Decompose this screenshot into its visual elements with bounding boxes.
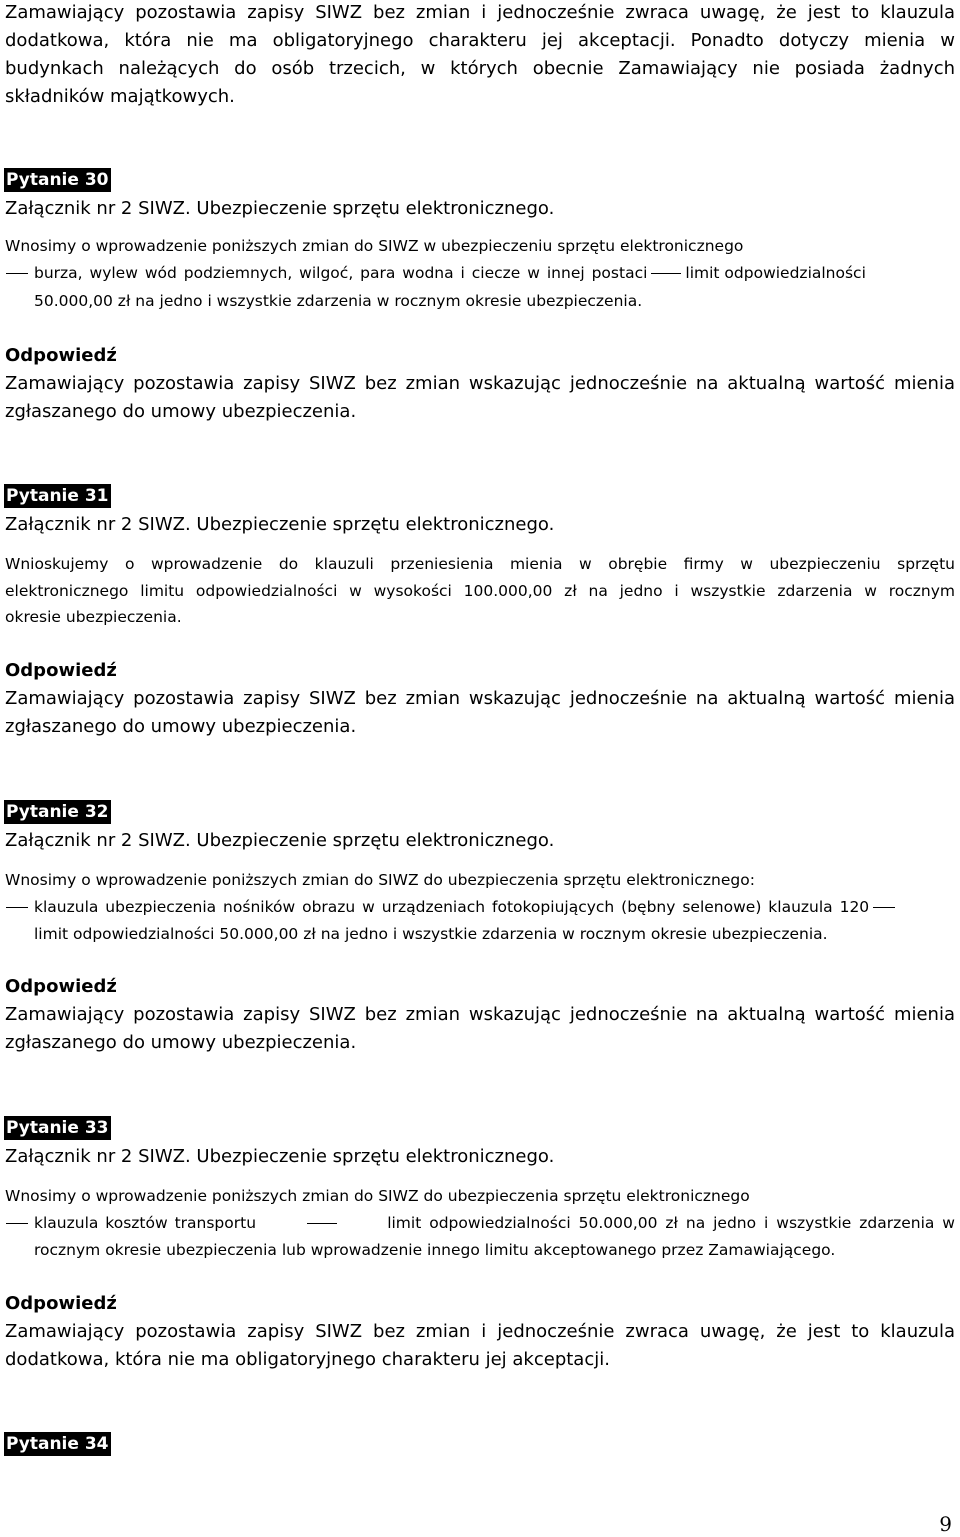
question-33-bullet: [34, 1210, 955, 1236]
question-32-answer-line-1: Zamawiający pozostawia zapisy SIWZ bez zmian wskazując jednocześnie na aktualną wartość mienia: [5, 1004, 955, 1025]
question-31-answer-line-1: Zamawiający pozostawia zapisy SIWZ bez zmian wskazując jednocześnie na aktualną wartość mienia: [5, 688, 955, 709]
question-30-heading: Pytanie 30: [6, 170, 109, 190]
question-30-bullet: [34, 260, 955, 286]
inline-dash-icon: [307, 1223, 337, 1224]
question-32-bullet-text: klauzula ubezpieczenia nośników obrazu w urządzeniach fotokopiujących (bębny selenowe) klauzula 120: [34, 898, 870, 916]
bullet-dash-icon: [6, 1223, 28, 1224]
question-32-answer-line-2: zgłaszanego do umowy ubezpieczenia.: [5, 1032, 357, 1053]
question-32-request: Wnosimy o wprowadzenie poniższych zmian do SIWZ do ubezpieczenia sprzętu elektronicznego:: [5, 871, 755, 889]
question-30-attachment: Załącznik nr 2 SIWZ. Ubezpieczenie sprzętu elektronicznego.: [5, 198, 555, 219]
question-33-bullet-start: klauzula kosztów transportu: [34, 1214, 257, 1232]
intro-line-3: budynkach należących do osób trzecich, w których obecnie Zamawiający nie posiada żadnych: [5, 58, 955, 79]
question-32-bullet: [34, 894, 955, 920]
question-32-heading: Pytanie 32: [6, 802, 109, 822]
question-31-heading: Pytanie 31: [6, 486, 109, 506]
bullet-dash-icon: [6, 273, 28, 274]
intro-line-4: składników majątkowych.: [5, 86, 235, 107]
bullet-dash-icon: [6, 907, 28, 908]
question-33-request: Wnosimy o wprowadzenie poniższych zmian do SIWZ do ubezpieczenia sprzętu elektronicznego: [5, 1187, 750, 1205]
inline-dash-icon: [651, 273, 681, 274]
question-30-answer-line-1: Zamawiający pozostawia zapisy SIWZ bez zmian wskazując jednocześnie na aktualną wartość mienia: [5, 373, 955, 394]
intro-line-2: dodatkowa, która nie ma obligatoryjnego charakteru jej akceptacji. Ponadto dotyczy mienia w: [5, 30, 955, 51]
question-31-request-line-1: Wnioskujemy o wprowadzenie do klauzuli przeniesienia mienia w obrębie firmy w ubezpieczeniu sprzętu: [5, 555, 955, 573]
question-31-answer-line-2: zgłaszanego do umowy ubezpieczenia.: [5, 716, 357, 737]
question-30-bullet-limit: limit odpowiedzialności: [685, 264, 866, 282]
question-31-request-line-3: okresie ubezpieczenia.: [5, 608, 182, 626]
question-33-answer-label: Odpowiedź: [5, 1293, 117, 1314]
intro-line-1: Zamawiający pozostawia zapisy SIWZ bez zmian i jednocześnie zwraca uwagę, że jest to klauzula: [5, 2, 955, 23]
inline-dash-icon: [873, 907, 895, 908]
question-31-answer-label: Odpowiedź: [5, 660, 117, 681]
question-30-bullet-text: burza, wylew wód podziemnych, wilgoć, para wodna i ciecze w innej postaci: [34, 264, 648, 282]
question-30-bullet-line-2: 50.000,00 zł na jedno i wszystkie zdarzenia w rocznym okresie ubezpieczenia.: [34, 292, 643, 310]
question-30-answer-label: Odpowiedź: [5, 345, 117, 366]
question-30-answer-line-2: zgłaszanego do umowy ubezpieczenia.: [5, 401, 357, 422]
question-33-bullet-line-2: rocznym okresie ubezpieczenia lub wprowadzenie innego limitu akceptowanego przez Zamawiającego.: [34, 1241, 836, 1259]
question-31-attachment: Załącznik nr 2 SIWZ. Ubezpieczenie sprzętu elektronicznego.: [5, 514, 555, 535]
page-number: 9: [939, 1512, 952, 1536]
question-31-request-line-2: elektronicznego limitu odpowiedzialności w wysokości 100.000,00 zł na jedno i wszystkie zdarzenia w rocznym: [5, 582, 955, 600]
question-33-attachment: Załącznik nr 2 SIWZ. Ubezpieczenie sprzętu elektronicznego.: [5, 1146, 555, 1167]
question-32-answer-label: Odpowiedź: [5, 976, 117, 997]
question-30-request: Wnosimy o wprowadzenie poniższych zmian do SIWZ w ubezpieczeniu sprzętu elektronicznego: [5, 237, 744, 255]
question-32-attachment: Załącznik nr 2 SIWZ. Ubezpieczenie sprzętu elektronicznego.: [5, 830, 555, 851]
question-33-answer-line-2: dodatkowa, która nie ma obligatoryjnego charakteru jej akceptacji.: [5, 1349, 610, 1370]
question-34-heading: Pytanie 34: [6, 1434, 109, 1454]
question-32-bullet-line-2: limit odpowiedzialności 50.000,00 zł na jedno i wszystkie zdarzenia w rocznym okresie ubezpieczenia.: [34, 925, 828, 943]
question-33-answer-line-1: Zamawiający pozostawia zapisy SIWZ bez zmian i jednocześnie zwraca uwagę, że jest to klauzula: [5, 1321, 955, 1342]
question-33-bullet-rest: limit odpowiedzialności 50.000,00 zł na jedno i wszystkie zdarzenia w: [387, 1214, 955, 1232]
question-33-heading: Pytanie 33: [6, 1118, 109, 1138]
